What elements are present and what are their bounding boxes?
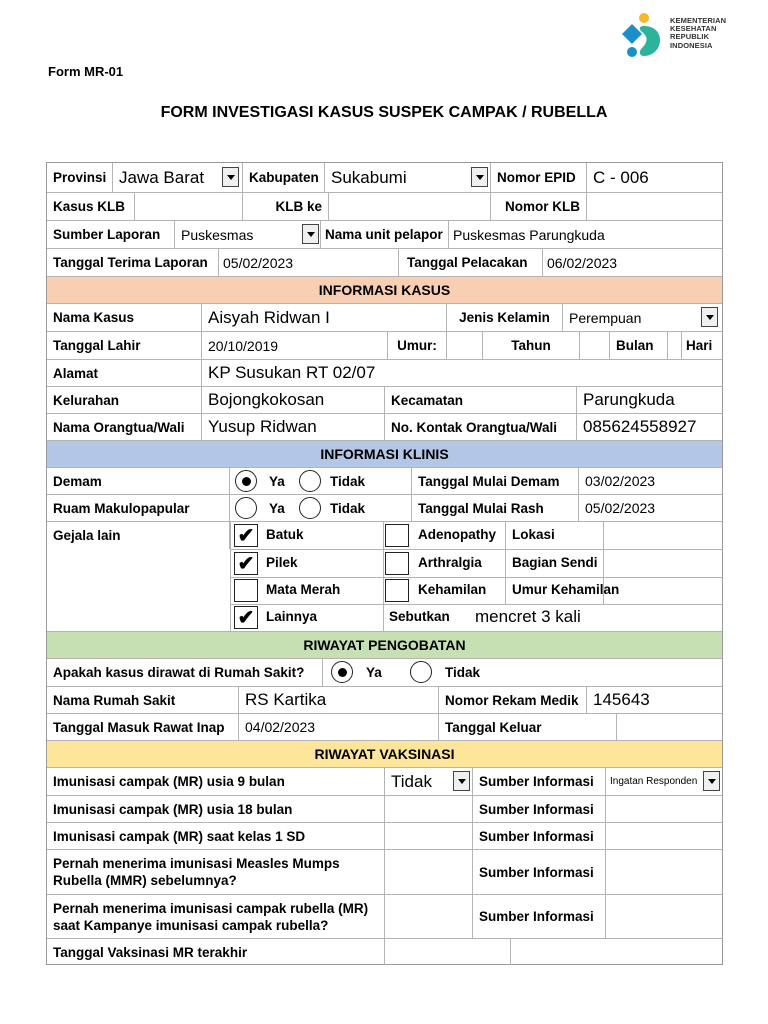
row-dirawat [47,659,722,687]
alamat-label: Alamat [47,360,202,386]
kehamilan-label: Kehamilan [418,582,487,597]
umur-label: Umur: [388,332,447,359]
nomor-klb-input[interactable] [587,193,722,220]
adenopathy-label: Adenopathy [418,527,497,542]
mulai-rash-label: Tanggal Mulai Rash [412,495,579,521]
sumber-r3-input[interactable] [606,823,722,849]
sumber-label: Sumber Laporan [47,221,175,248]
vaksin-9bulan-dropdown-icon[interactable] [453,771,470,791]
jk-label: Jenis Kelamin [447,304,563,331]
bagian-sendi-label: Bagian Sendi [512,555,598,570]
demam-ya-label: Ya [269,473,285,489]
row-provinsi [47,163,722,193]
form-title: FORM INVESTIGASI KASUS SUSPEK CAMPAK / RUBELLA [160,104,608,121]
row-tanggal-laporan [47,249,722,277]
row-rumah-sakit [47,687,722,714]
dirawat-ya-radio[interactable] [331,661,353,683]
sumber-r1-dropdown-icon[interactable] [703,771,720,791]
row-vaksin-terakhir [47,939,722,965]
sumber-r2-input[interactable] [606,796,722,822]
vaksin-mmr-label: Pernah menerima imunisasi Measles Mumps Rubella (MMR) sebelumnya? [47,850,385,894]
ruam-ya-radio[interactable] [235,497,257,519]
ruam-ya-label: Ya [269,500,285,516]
ruam-tidak-radio[interactable] [299,497,321,519]
vaksin-terakhir-label: Tanggal Vaksinasi MR terakhir [47,939,385,965]
mulai-rash-input[interactable]: 05/02/2023 [585,500,656,516]
dirawat-tidak-radio[interactable] [410,661,432,683]
vaksin-9bulan-label: Imunisasi campak (MR) usia 9 bulan [47,768,385,795]
lahir-input[interactable]: 20/10/2019 [202,332,388,359]
jk-select[interactable]: Perempuan [569,309,642,326]
vaksin-kampanye-label: Pernah menerima imunisasi campak rubella (MR) saat Kampanye imunisasi campak rubella? [47,895,385,938]
arthralgia-checkbox[interactable] [385,552,409,575]
demam-tidak-label: Tidak [330,473,366,489]
unit-label: Nama unit pelapor [321,221,449,248]
bulan-label: Bulan [610,332,668,359]
ministry-logo [618,10,758,62]
row-vaksin-18bulan [47,796,722,823]
nama-kasus-input[interactable]: Aisyah Ridwan I [202,304,447,331]
keluar-label: Tanggal Keluar [439,714,617,740]
row-kelurahan [47,387,722,414]
epid-label: Nomor EPID [491,163,587,192]
kecamatan-label: Kecamatan [385,387,577,413]
vaksin-18bulan-label: Imunisasi campak (MR) usia 18 bulan [47,796,385,822]
sumber-r4-label: Sumber Informasi [473,850,606,894]
kabupaten-select[interactable]: Sukabumi [325,163,491,192]
form-code: Form MR-01 [48,64,124,79]
row-klb [47,193,722,221]
ruam-tidak-label: Tidak [330,500,366,516]
tahun-label: Tahun [483,332,580,359]
demam-tidak-radio[interactable] [299,470,321,492]
pilek-label: Pilek [266,555,298,570]
vaksin-sd-label: Imunisasi campak (MR) saat kelas 1 SD [47,823,385,849]
section-informasi-klinis: INFORMASI KLINIS [47,441,722,468]
arthralgia-label: Arthralgia [418,555,482,570]
section-informasi-kasus: INFORMASI KASUS [47,277,722,304]
row-demam [47,468,722,495]
jk-dropdown-icon[interactable] [701,307,718,327]
row-alamat [47,360,722,387]
rs-label: Nama Rumah Sakit [47,687,239,713]
rm-label: Nomor Rekam Medik [439,687,587,713]
sumber-r2-label: Sumber Informasi [473,796,606,822]
kasus-klb-input[interactable] [135,193,243,220]
mulai-demam-input[interactable]: 03/02/2023 [585,473,656,489]
sumber-r1-select[interactable]: Ingatan Responden [610,776,698,787]
batuk-label: Batuk [266,527,304,542]
pilek-checkbox[interactable]: ✔ [234,552,258,575]
gejala-block [47,522,722,632]
klb-ke-input[interactable] [329,193,491,220]
row-rawat-inap [47,714,722,741]
investigation-form [46,162,723,965]
provinsi-select[interactable]: Jawa Barat [113,163,243,192]
sumber-r5-input[interactable] [606,895,722,938]
sumber-r1-label: Sumber Informasi [473,768,606,795]
row-sumber [47,221,722,249]
keluar-input[interactable] [617,714,722,740]
kelurahan-input[interactable]: Bojongkokosan [202,387,385,413]
section-riwayat-vaksinasi: RIWAYAT VAKSINASI [47,741,722,768]
sumber-r5-label: Sumber Informasi [473,895,606,938]
sebutkan-input[interactable]: mencret 3 kali [475,607,581,626]
nama-kasus-label: Nama Kasus [47,304,202,331]
lahir-label: Tanggal Lahir [47,332,202,359]
gejala-label: Gejala lain [47,522,230,549]
hari-input[interactable] [668,332,682,359]
ortu-label: Nama Orangtua/Wali [47,414,202,440]
rm-input[interactable]: 145643 [593,690,650,709]
kabupaten-dropdown-icon[interactable] [471,167,488,187]
provinsi-label: Provinsi [47,163,113,192]
row-vaksin-9bulan [47,768,722,796]
logo-line-1: KEMENTERIAN [670,16,727,25]
row-ortu [47,414,722,441]
sebutkan-label: Sebutkan [389,609,450,624]
masuk-input[interactable]: 04/02/2023 [239,714,439,740]
lainnya-label: Lainnya [266,609,318,624]
dirawat-ya-label: Ya [366,665,382,680]
mata-merah-label: Mata Merah [266,582,341,597]
kabupaten-label: Kabupaten [243,163,325,192]
sumber-dropdown-icon[interactable] [302,224,319,244]
sumber-r3-label: Sumber Informasi [473,823,606,849]
vaksin-18bulan-input[interactable] [385,796,473,822]
demam-label: Demam [47,468,230,494]
logo-line-4: INDONESIA [670,40,713,50]
ortu-input[interactable]: Yusup Ridwan [202,414,385,440]
logo-line-3: REPUBLIK [670,32,710,42]
sumber-select[interactable]: Puskesmas [175,221,321,248]
mata-merah-checkbox[interactable] [234,579,258,602]
masuk-label: Tanggal Masuk Rawat Inap [47,714,239,740]
provinsi-dropdown-icon[interactable] [222,167,239,187]
kontak-input[interactable]: 085624558927 [583,417,697,436]
epid-input[interactable]: C - 006 [593,167,649,187]
row-nama-kasus [47,304,722,332]
vaksin-kampanye-input[interactable] [385,895,473,938]
ruam-label: Ruam Makulopapular [47,495,230,521]
kasus-klb-label: Kasus KLB [47,193,135,220]
kelurahan-label: Kelurahan [47,387,202,413]
tahun-input[interactable] [447,332,483,359]
unit-input[interactable]: Puskesmas Parungkuda [453,226,605,243]
mulai-demam-label: Tanggal Mulai Demam [412,468,579,494]
lokasi-label: Lokasi [512,527,555,542]
hari-label: Hari [686,338,713,353]
kontak-label: No. Kontak Orangtua/Wali [385,414,577,440]
row-vaksin-sd [47,823,722,850]
row-tanggal-lahir [47,332,722,360]
vaksin-terakhir-input[interactable] [385,939,511,965]
sumber-r4-input[interactable] [606,850,722,894]
dirawat-tidak-label: Tidak [445,665,481,680]
row-ruam [47,495,722,522]
vaksin-9bulan-select[interactable]: Tidak [385,768,473,795]
lainnya-checkbox[interactable]: ✔ [234,606,258,629]
umur-kehamilan-label: Umur Kehamilan [512,582,620,597]
batuk-checkbox[interactable]: ✔ [234,524,258,547]
row-vaksin-kampanye [47,895,722,939]
kecamatan-input[interactable]: Parungkuda [583,390,675,409]
kehamilan-checkbox[interactable] [385,579,409,602]
pelacakan-label: Tanggal Pelacakan [399,249,543,276]
nomor-klb-label: Nomor KLB [491,193,587,220]
section-riwayat-pengobatan: RIWAYAT PENGOBATAN [47,632,722,659]
vaksin-sd-input[interactable] [385,823,473,849]
bulan-input[interactable] [580,332,610,359]
logo-line-2: KESEHATAN [670,24,717,34]
ministry-emblem-icon [618,10,668,62]
pelacakan-input[interactable]: 06/02/2023 [547,254,618,271]
adenopathy-checkbox[interactable] [385,524,409,547]
rs-input[interactable]: RS Kartika [239,687,439,713]
terima-input[interactable]: 05/02/2023 [219,249,399,276]
klb-ke-label: KLB ke [243,193,329,220]
row-vaksin-mmr [47,850,722,895]
alamat-input[interactable]: KP Susukan RT 02/07 [208,363,376,382]
vaksin-mmr-input[interactable] [385,850,473,894]
demam-ya-radio[interactable] [235,470,257,492]
terima-label: Tanggal Terima Laporan [47,249,219,276]
dirawat-label: Apakah kasus dirawat di Rumah Sakit? [47,659,323,686]
